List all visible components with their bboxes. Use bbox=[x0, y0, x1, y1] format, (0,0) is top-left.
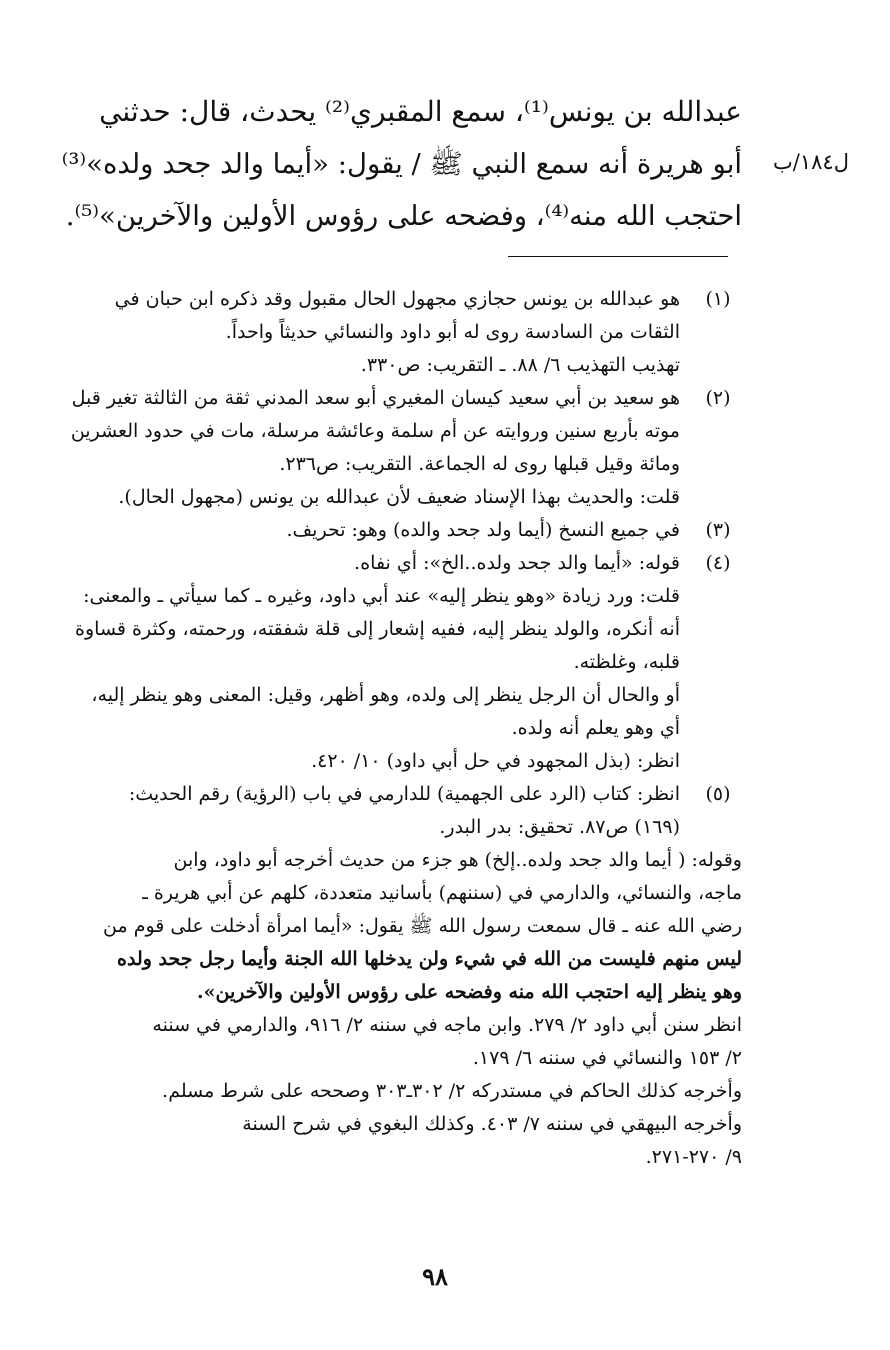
hadith-quote-line: ليس منهم فليست من الله في شيء ولن يدخلها الله الجنة وأيما رجل جحد ولده bbox=[117, 948, 742, 970]
footnote-line: وأخرجه البيهقي في سننه ٧/ ٤٠٣. وكذلك البغوي في شرح السنة bbox=[242, 1113, 742, 1135]
manuscript-folio-note: ل١٨٤/ب bbox=[773, 150, 849, 174]
main-text-line: عبدالله بن يونس⁽¹⁾، سمع المقبري⁽²⁾ يحدث، قال: حدثني bbox=[99, 95, 742, 128]
footnote-line: هو عبدالله بن يونس حجازي مجهول الحال مقبول وقد ذكره ابن حبان في bbox=[114, 288, 680, 310]
footnote-line: رضي الله عنه ـ قال سمعت رسول الله ﷺ يقول: «أيما امرأة أدخلت على قوم من bbox=[103, 915, 742, 937]
footnote-line: هو سعيد بن أبي سعيد كيسان المغيري أبو سعد المدني ثقة من الثالثة تغير قبل bbox=[71, 387, 680, 409]
hadith-quote-line: وهو ينظر إليه احتجب الله منه وفضحه على رؤوس الأولين والآخرين». bbox=[197, 981, 742, 1003]
footnote-4 bbox=[62, 547, 742, 580]
footnotes-section bbox=[62, 283, 742, 1174]
footnote-line: في جميع النسخ (أيما ولد جحد والده) وهو: تحريف. bbox=[286, 519, 680, 541]
footnote-1 bbox=[62, 283, 742, 382]
footnote-line: أو والحال أن الرجل ينظر إلى ولده، وهو أظهر، وقيل: المعنى وهو ينظر إليه، bbox=[91, 684, 680, 706]
footnote-5 bbox=[62, 778, 742, 844]
footnote-line: ومائة وقيل قبلها روى له الجماعة. التقريب: ص٢٣٦. bbox=[279, 453, 680, 475]
footnote-line: انظر: كتاب (الرد على الجهمية) للدارمي في باب (الرؤية) رقم الحديث: bbox=[128, 783, 680, 805]
footnote-line: قوله: «أيما والد جحد ولده..الخ»: أي نفاه. bbox=[354, 552, 680, 574]
page-number: ٩٨ bbox=[422, 1262, 448, 1291]
footnote-3 bbox=[62, 514, 742, 547]
footnote-line: انظر: (بذل المجهود في حل أبي داود) ١٠/ ٤٢٠. bbox=[311, 750, 680, 772]
footnote-number: (٤) bbox=[705, 552, 731, 574]
main-text-line: احتجب الله منه⁽⁴⁾، وفضحه على رؤوس الأولين والآخرين»⁽⁵⁾. bbox=[65, 200, 742, 232]
footnote-line: وأخرجه كذلك الحاكم في مستدركه ٢/ ٣٠٢ـ٣٠٣ وصححه على شرط مسلم. bbox=[162, 1080, 742, 1102]
main-text-block bbox=[62, 86, 742, 242]
footnote-4-continuation bbox=[62, 580, 742, 778]
footnote-line: أي وهو يعلم أنه ولده. bbox=[511, 717, 680, 739]
footnote-number: (٢) bbox=[705, 387, 731, 409]
footnote-separator bbox=[508, 256, 728, 257]
footnote-line: انظر سنن أبي داود ٢/ ٢٧٩. وابن ماجه في سننه ٢/ ٩١٦، والدارمي في سننه bbox=[152, 1014, 742, 1036]
footnote-line: الثقات من السادسة روى له أبو داود والنسائي حديثاً واحداً. bbox=[225, 321, 680, 343]
footnote-number: (٣) bbox=[705, 519, 731, 541]
footnote-number: (١) bbox=[705, 288, 731, 310]
footnote-line: ٩/ ٢٧٠-٢٧١. bbox=[645, 1146, 742, 1168]
footnote-5-continuation bbox=[62, 844, 742, 1174]
footnote-line: (١٦٩) ص٨٧. تحقيق: بدر البدر. bbox=[439, 816, 680, 838]
footnote-line: موته بأربع سنين وروايته عن أم سلمة وعائشة مرسلة، مات في حدود العشرين bbox=[70, 420, 680, 442]
footnote-line: تهذيب التهذيب ٦/ ٨٨. ـ التقريب: ص٣٣٠. bbox=[360, 354, 680, 376]
footnote-line: قلت: ورد زيادة «وهو ينظر إليه» عند أبي داود، وغيره ـ كما سيأتي ـ والمعنى: bbox=[83, 585, 680, 607]
footnote-number: (٥) bbox=[705, 783, 731, 805]
main-text-line: أبو هريرة أنه سمع النبي ﷺ / يقول: «أيما والد جحد ولده»⁽³⁾ bbox=[62, 148, 742, 180]
footnote-line: قلبه، وغلظته. bbox=[573, 651, 680, 673]
footnote-line: وقوله: ( أيما والد جحد ولده..إلخ) هو جزء من حديث أخرجه أبو داود، وابن bbox=[173, 849, 742, 871]
footnote-line: ٢/ ١٥٣ والنسائي في سننه ٦/ ١٧٩. bbox=[472, 1047, 742, 1069]
footnote-line: أنه أنكره، والولد ينظر إليه، ففيه إشعار إلى قلة شفقته، ورحمته، وكثرة قساوة bbox=[75, 618, 680, 640]
footnote-line: قلت: والحديث بهذا الإسناد ضعيف لأن عبدالله بن يونس (مجهول الحال). bbox=[118, 486, 680, 508]
footnote-line: ماجه، والنسائي، والدارمي في (سننهم) بأسانيد متعددة، كلهم عن أبي هريرة ـ bbox=[142, 882, 742, 904]
footnote-2 bbox=[62, 382, 742, 514]
